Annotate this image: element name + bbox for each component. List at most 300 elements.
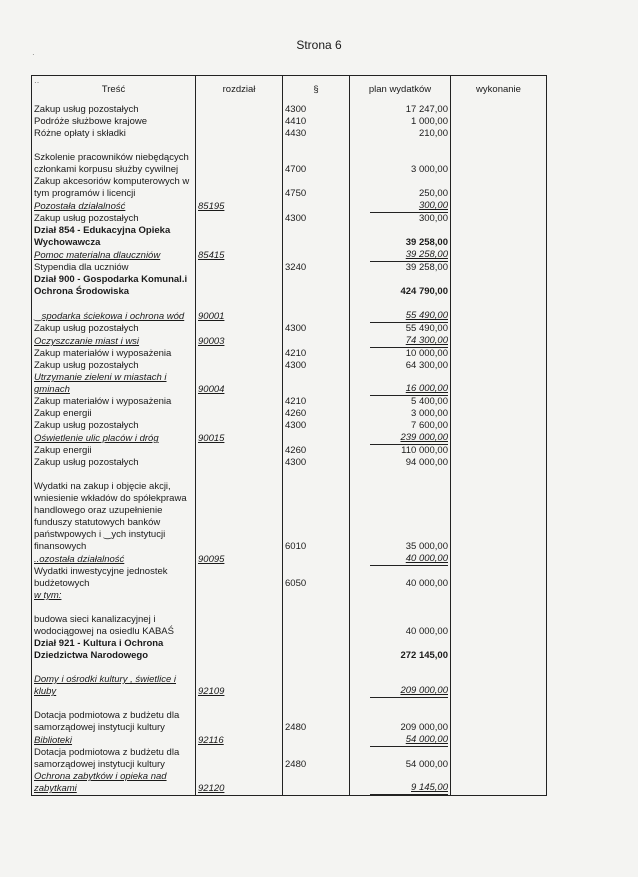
cell-wykonanie [451, 674, 547, 698]
cell-tresc-text: ‿spodarka ściekowa i ochrona wód [34, 311, 185, 322]
cell-tresc [32, 432, 196, 445]
cell-tresc [32, 348, 196, 360]
table-row [32, 710, 547, 734]
cell-tresc-text: Ochrona zabytków i opieka nad zabytkami [34, 771, 167, 794]
cell-paragraf-text: 4210 [285, 348, 307, 359]
spacer-row [32, 469, 547, 481]
column-header-rozdzial: rozdział [196, 76, 283, 105]
spacer-row [32, 140, 547, 152]
budget-table [31, 75, 547, 796]
cell-tresc [32, 396, 196, 408]
cell-tresc [32, 200, 196, 213]
table-header-row [32, 76, 547, 105]
cell-rozdzial-text: 85415 [198, 250, 225, 261]
cell-rozdzial [196, 262, 283, 274]
cell-tresc-text: Szkolenie pracowników niebędących członkami korpusu służby cywilnej [34, 152, 189, 175]
cell-rozdzial [196, 323, 283, 335]
cell-paragraf [283, 602, 350, 614]
cell-tresc-text: Wydatki na zakup i objęcie akcji, wniesienie wkładów do spółekprawa handlowego oraz uzupełnienie funduszy statutowych banków państwpowych i ‿ych instytucji finansowych [34, 481, 187, 552]
cell-tresc [32, 360, 196, 372]
cell-plan-text: 1 000,00 [411, 116, 448, 127]
cell-plan [350, 298, 451, 310]
cell-wykonanie [451, 710, 547, 734]
cell-paragraf [283, 420, 350, 432]
cell-paragraf [283, 262, 350, 274]
table-row [32, 420, 547, 432]
cell-tresc-text: Wydatki inwestycyjne jednostek budżetowych [34, 566, 168, 589]
cell-paragraf [283, 323, 350, 335]
cell-plan [350, 408, 451, 420]
cell-wykonanie [451, 602, 547, 614]
cell-paragraf [283, 481, 350, 553]
table-row [32, 432, 547, 445]
cell-wykonanie [451, 372, 547, 396]
cell-wykonanie [451, 104, 547, 116]
cell-plan [350, 262, 451, 274]
cell-wykonanie [451, 249, 547, 262]
cell-plan [350, 469, 451, 481]
cell-plan [350, 662, 451, 674]
cell-plan-text: 210,00 [418, 128, 448, 139]
cell-plan-text: 239 000,00 [370, 432, 448, 445]
cell-plan-text: 3 000,00 [411, 408, 448, 419]
cell-tresc-text: ..ozostała działalność [34, 554, 125, 565]
cell-paragraf-text: 4300 [285, 457, 307, 468]
cell-paragraf [283, 590, 350, 602]
cell-tresc-text: Oświetlenie ulic placów i dróg [34, 433, 159, 444]
cell-paragraf [283, 432, 350, 445]
cell-plan-text: 300,00 [370, 200, 448, 213]
table-row [32, 348, 547, 360]
table-row [32, 445, 547, 457]
table-row [32, 481, 547, 553]
cell-rozdzial [196, 213, 283, 225]
cell-tresc [32, 566, 196, 590]
cell-plan-text: 272 145,00 [400, 650, 448, 661]
cell-paragraf [283, 225, 350, 249]
cell-tresc-text: Podróże służbowe krajowe [34, 116, 148, 127]
cell-paragraf [283, 176, 350, 200]
cell-tresc-text: Pomoc materialna dlauczniów [34, 250, 161, 261]
table-row [32, 747, 547, 771]
cell-paragraf [283, 674, 350, 698]
table-row [32, 262, 547, 274]
cell-plan [350, 348, 451, 360]
cell-plan [350, 553, 451, 566]
cell-paragraf-text: 4260 [285, 408, 307, 419]
cell-paragraf [283, 298, 350, 310]
cell-tresc-text: Zakup usług pozostałych [34, 104, 139, 115]
cell-rozdzial [196, 734, 283, 747]
cell-tresc-text: Pozostała działalność [34, 201, 126, 212]
cell-paragraf [283, 348, 350, 360]
cell-tresc [32, 602, 196, 614]
table-body [32, 104, 547, 796]
cell-plan [350, 638, 451, 662]
cell-plan-text: 35 000,00 [405, 541, 448, 552]
cell-paragraf [283, 200, 350, 213]
table-row [32, 225, 547, 249]
cell-plan-text: 209 000,00 [400, 722, 448, 733]
cell-paragraf-text: 4210 [285, 396, 307, 407]
cell-tresc-text: Zakup usług pozostałych [34, 323, 139, 334]
cell-rozdzial [196, 176, 283, 200]
cell-plan [350, 104, 451, 116]
cell-rozdzial-text: 85195 [198, 201, 225, 212]
cell-plan-text: 9 145,00 [370, 782, 448, 795]
cell-plan-text: 55 490,00 [405, 323, 448, 334]
cell-tresc [32, 710, 196, 734]
cell-plan-text: 7 600,00 [411, 420, 448, 431]
cell-wykonanie [451, 152, 547, 176]
cell-plan [350, 152, 451, 176]
cell-tresc [32, 225, 196, 249]
cell-rozdzial [196, 553, 283, 566]
cell-paragraf [283, 747, 350, 771]
cell-paragraf-text: 6050 [285, 578, 307, 589]
cell-plan [350, 614, 451, 638]
cell-tresc-text: Dział 900 - Gospodarka Komunal.i Ochrona Środowiska [34, 274, 188, 297]
table-row [32, 408, 547, 420]
cell-tresc [32, 323, 196, 335]
cell-plan [350, 200, 451, 213]
cell-paragraf [283, 213, 350, 225]
cell-tresc [32, 298, 196, 310]
table-row [32, 771, 547, 796]
cell-rozdzial [196, 249, 283, 262]
cell-wykonanie [451, 553, 547, 566]
cell-plan [350, 176, 451, 200]
cell-wykonanie [451, 225, 547, 249]
cell-plan-text: 55 490,00 [370, 310, 448, 323]
column-header-plan: plan wydatków [350, 76, 451, 105]
table-row [32, 200, 547, 213]
cell-rozdzial-text: 90015 [198, 433, 225, 444]
spacer-row [32, 662, 547, 674]
cell-paragraf-text: 4700 [285, 164, 307, 175]
table-row [32, 638, 547, 662]
cell-rozdzial [196, 335, 283, 348]
cell-rozdzial [196, 274, 283, 298]
cell-paragraf-text: 2480 [285, 722, 307, 733]
cell-tresc-text: Zakup materiałów i wyposażenia [34, 396, 172, 407]
cell-tresc-text: Zakup usług pozostałych [34, 457, 139, 468]
cell-tresc [32, 249, 196, 262]
cell-rozdzial [196, 638, 283, 662]
cell-plan [350, 747, 451, 771]
cell-rozdzial [196, 469, 283, 481]
cell-rozdzial [196, 225, 283, 249]
spacer-row [32, 698, 547, 710]
cell-wykonanie [451, 213, 547, 225]
cell-tresc [32, 445, 196, 457]
cell-paragraf [283, 140, 350, 152]
table-row [32, 116, 547, 128]
cell-plan-text: 17 247,00 [405, 104, 448, 115]
cell-rozdzial [196, 420, 283, 432]
cell-plan-text: 94 000,00 [405, 457, 448, 468]
cell-tresc-text: Biblioteki [34, 735, 73, 746]
cell-wykonanie [451, 457, 547, 469]
cell-plan [350, 420, 451, 432]
cell-tresc-text: Stypendia dla uczniów [34, 262, 129, 273]
cell-rozdzial-text: 92116 [198, 735, 224, 746]
cell-tresc-text: Oczyszczanie miast i wsi [34, 336, 140, 347]
table-row [32, 176, 547, 200]
cell-rozdzial [196, 140, 283, 152]
cell-paragraf [283, 469, 350, 481]
cell-plan [350, 698, 451, 710]
cell-paragraf [283, 152, 350, 176]
cell-tresc-text: Zakup akcesoriów komputerowych w tym programów i licencji [34, 176, 190, 199]
cell-tresc-text: Dotacja podmiotowa z budżetu dla samorządowej instytucji kultury [34, 710, 180, 733]
cell-paragraf-text: 4750 [285, 188, 307, 199]
cell-paragraf [283, 396, 350, 408]
cell-paragraf [283, 335, 350, 348]
cell-paragraf [283, 310, 350, 323]
cell-tresc [32, 152, 196, 176]
cell-tresc-text: Zakup usług pozostałych [34, 420, 139, 431]
cell-wykonanie [451, 590, 547, 602]
cell-plan-text: 64 300,00 [405, 360, 448, 371]
cell-tresc [32, 674, 196, 698]
scan-speck: ‥ [34, 76, 40, 85]
table-row [32, 323, 547, 335]
table-row [32, 310, 547, 323]
cell-paragraf-text: 4300 [285, 420, 307, 431]
cell-rozdzial [196, 310, 283, 323]
spacer-row [32, 602, 547, 614]
cell-plan-text: 40 000,00 [405, 578, 448, 589]
table-row [32, 335, 547, 348]
cell-paragraf [283, 249, 350, 262]
cell-plan [350, 335, 451, 348]
cell-wykonanie [451, 445, 547, 457]
cell-tresc-text: Zakup materiałów i wyposażenia [34, 348, 172, 359]
cell-tresc [32, 116, 196, 128]
cell-rozdzial [196, 360, 283, 372]
cell-plan-text: 40 000,00 [405, 626, 448, 637]
cell-tresc [32, 734, 196, 747]
cell-tresc-text: Zakup usług pozostałych [34, 213, 139, 224]
cell-rozdzial [196, 128, 283, 140]
cell-plan-text: 250,00 [418, 188, 448, 199]
cell-tresc [32, 771, 196, 796]
cell-wykonanie [451, 698, 547, 710]
cell-rozdzial [196, 298, 283, 310]
cell-plan-text: 54 000,00 [405, 759, 448, 770]
cell-wykonanie [451, 323, 547, 335]
cell-rozdzial [196, 771, 283, 796]
cell-tresc-text: budowa sieci kanalizacyjnej i wodociągowej na osiedlu KABAŚ [34, 614, 174, 637]
cell-wykonanie [451, 335, 547, 348]
cell-plan-text: 300,00 [418, 213, 448, 224]
cell-rozdzial [196, 662, 283, 674]
cell-tresc [32, 335, 196, 348]
cell-tresc-text: Zakup usług pozostałych [34, 360, 139, 371]
cell-wykonanie [451, 116, 547, 128]
cell-plan [350, 457, 451, 469]
cell-paragraf-text: 6010 [285, 541, 307, 552]
cell-plan [350, 249, 451, 262]
cell-wykonanie [451, 200, 547, 213]
table-row [32, 128, 547, 140]
cell-paragraf [283, 662, 350, 674]
column-header-paragraf: § [283, 76, 350, 105]
cell-wykonanie [451, 262, 547, 274]
cell-wykonanie [451, 140, 547, 152]
cell-rozdzial [196, 590, 283, 602]
table-row [32, 734, 547, 747]
cell-paragraf-text: 4300 [285, 104, 307, 115]
cell-rozdzial [196, 747, 283, 771]
cell-tresc [32, 213, 196, 225]
cell-wykonanie [451, 360, 547, 372]
table-row [32, 566, 547, 590]
cell-tresc [32, 747, 196, 771]
cell-rozdzial [196, 674, 283, 698]
cell-wykonanie [451, 310, 547, 323]
cell-tresc-text: Zakup energii [34, 408, 92, 419]
cell-wykonanie [451, 408, 547, 420]
cell-plan [350, 674, 451, 698]
cell-rozdzial [196, 396, 283, 408]
cell-plan [350, 372, 451, 396]
cell-plan [350, 213, 451, 225]
cell-wykonanie [451, 566, 547, 590]
cell-tresc-text: w tym: [34, 590, 62, 601]
cell-paragraf-text: 4430 [285, 128, 307, 139]
cell-paragraf [283, 614, 350, 638]
cell-rozdzial-text: 90004 [198, 384, 225, 395]
cell-paragraf-text: 4260 [285, 445, 307, 456]
cell-tresc-text: Dotacja podmiotowa z budżetu dla samorządowej instytucji kultury [34, 747, 180, 770]
table-row [32, 372, 547, 396]
table-row [32, 249, 547, 262]
cell-rozdzial [196, 372, 283, 396]
cell-paragraf-text: 4300 [285, 323, 307, 334]
cell-paragraf-text: 4300 [285, 360, 307, 371]
cell-tresc-text: Utrzymanie zieleni w miastach i gminach [34, 372, 167, 395]
cell-plan-text: 39 258,00 [405, 262, 448, 273]
cell-paragraf [283, 638, 350, 662]
cell-paragraf [283, 408, 350, 420]
cell-paragraf [283, 771, 350, 796]
cell-paragraf [283, 710, 350, 734]
cell-wykonanie [451, 128, 547, 140]
cell-plan [350, 481, 451, 553]
cell-wykonanie [451, 747, 547, 771]
cell-rozdzial [196, 116, 283, 128]
cell-plan-text: 39 258,00 [405, 237, 448, 248]
cell-plan [350, 128, 451, 140]
cell-wykonanie [451, 432, 547, 445]
cell-wykonanie [451, 481, 547, 553]
cell-rozdzial [196, 445, 283, 457]
cell-plan-text: 39 258,00 [370, 249, 448, 262]
cell-plan [350, 590, 451, 602]
cell-plan [350, 602, 451, 614]
cell-tresc [32, 128, 196, 140]
cell-paragraf-text: 4410 [285, 116, 307, 127]
cell-plan [350, 274, 451, 298]
table-row [32, 457, 547, 469]
cell-plan [350, 771, 451, 796]
cell-tresc [32, 614, 196, 638]
cell-tresc [32, 140, 196, 152]
cell-rozdzial-text: 90095 [198, 554, 225, 565]
cell-paragraf [283, 372, 350, 396]
cell-plan [350, 116, 451, 128]
cell-rozdzial-text: 92120 [198, 783, 225, 794]
cell-wykonanie [451, 420, 547, 432]
cell-rozdzial [196, 348, 283, 360]
cell-tresc [32, 262, 196, 274]
cell-rozdzial [196, 408, 283, 420]
cell-paragraf [283, 553, 350, 566]
cell-paragraf-text: 2480 [285, 759, 307, 770]
cell-paragraf-text: 3240 [285, 262, 307, 273]
cell-plan [350, 323, 451, 335]
page-number-header: Strona 6 [296, 38, 342, 52]
table-row [32, 274, 547, 298]
cell-rozdzial [196, 104, 283, 116]
cell-tresc [32, 420, 196, 432]
spacer-row [32, 298, 547, 310]
table-row [32, 590, 547, 602]
column-header-wykonanie: wykonanie [451, 76, 547, 105]
cell-tresc-text: Domy i ośrodki kultury , świetlice i kluby [34, 674, 177, 697]
cell-paragraf [283, 128, 350, 140]
cell-rozdzial [196, 710, 283, 734]
cell-plan [350, 566, 451, 590]
table-row [32, 396, 547, 408]
cell-plan [350, 140, 451, 152]
cell-tresc-text: Zakup energii [34, 445, 92, 456]
cell-paragraf [283, 566, 350, 590]
cell-tresc [32, 104, 196, 116]
cell-plan [350, 710, 451, 734]
cell-plan [350, 360, 451, 372]
cell-wykonanie [451, 469, 547, 481]
cell-tresc-text: Dział 854 - Edukacyjna Opieka Wychowawcza [34, 225, 171, 248]
cell-plan-text: 54 000,00 [370, 734, 448, 747]
cell-tresc [32, 638, 196, 662]
cell-paragraf [283, 457, 350, 469]
cell-plan [350, 225, 451, 249]
cell-plan-text: 40 000,00 [370, 553, 448, 566]
cell-paragraf [283, 116, 350, 128]
cell-wykonanie [451, 274, 547, 298]
cell-tresc [32, 457, 196, 469]
cell-plan-text: 5 400,00 [411, 396, 448, 407]
cell-wykonanie [451, 771, 547, 796]
cell-tresc [32, 274, 196, 298]
cell-wykonanie [451, 348, 547, 360]
cell-paragraf [283, 698, 350, 710]
cell-plan [350, 432, 451, 445]
cell-rozdzial-text: 90003 [198, 336, 225, 347]
cell-tresc [32, 372, 196, 396]
cell-wykonanie [451, 176, 547, 200]
table-row [32, 213, 547, 225]
cell-rozdzial [196, 200, 283, 213]
table-row [32, 674, 547, 698]
table-row [32, 104, 547, 116]
cell-rozdzial [196, 432, 283, 445]
table-row [32, 553, 547, 566]
cell-rozdzial-text: 90001 [198, 311, 225, 322]
